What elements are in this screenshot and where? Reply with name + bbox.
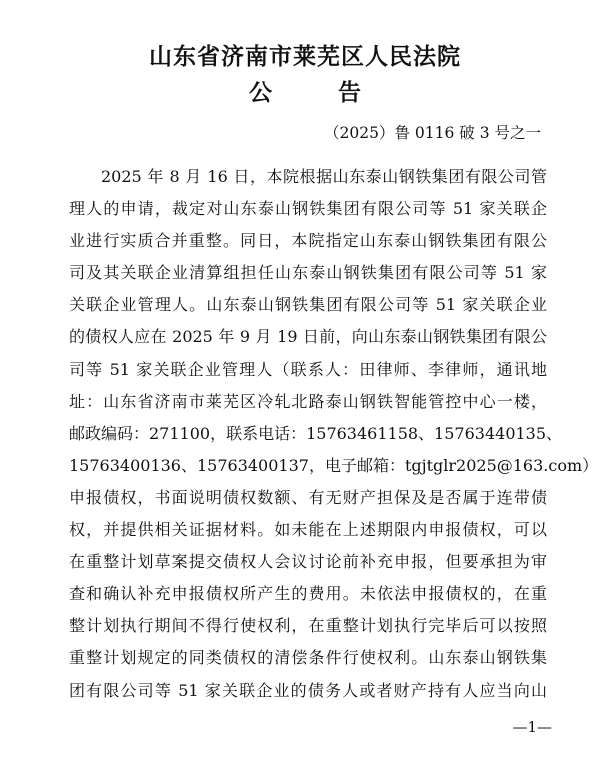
body-line: 15763400136、15763400137，电子邮箱：tgjtglr2025@163.com） [69, 455, 599, 475]
body-line: 申报债权，书面说明债权数额、有无财产担保及是否属于连带债 [69, 487, 547, 507]
announcement-body [69, 161, 599, 707]
body-line: 查和确认补充申报债权所产生的费用。未依法申报债权的，在重 [69, 584, 547, 604]
body-line: 在重整计划草案提交债权人会议讨论前补充申报，但要承担为审 [69, 552, 547, 572]
body-line: 重整计划规定的同类债权的清偿条件行使权利。山东泰山钢铁集 [69, 648, 547, 668]
body-line: 关联企业管理人。山东泰山钢铁集团有限公司等 51 家关联企业 [69, 295, 547, 315]
body-line: 整计划执行期间不得行使权利，在重整计划执行完毕后可以按照 [69, 616, 547, 636]
page-number: —1— [512, 718, 552, 736]
body-line: 权，并提供相关证据材料。如未能在上述期限内申报债权，可以 [69, 520, 547, 540]
body-line: 业进行实质合并重整。同日，本院指定山东泰山钢铁集团有限公 [69, 231, 547, 251]
body-line: 邮政编码：271100，联系电话：15763461158、15763440135、 [69, 423, 563, 443]
body-line: 司等 51 家关联企业管理人（联系人：田律师、李律师，通讯地 [69, 359, 547, 379]
body-line: 理人的申请，裁定对山东泰山钢铁集团有限公司等 51 家关联企 [69, 199, 547, 219]
body-line: 团有限公司等 51 家关联企业的债务人或者财产持有人应当向山 [69, 680, 547, 700]
court-name: 山东省济南市莱芜区人民法院 [149, 43, 461, 70]
body-line: 的债权人应在 2025 年 9 月 19 日前，向山东泰山钢铁集团有限公 [69, 327, 547, 347]
body-line: 2025 年 8 月 16 日，本院根据山东泰山钢铁集团有限公司管 [101, 167, 547, 186]
case-number: （2025）鲁 0116 破 3 号之一 [324, 124, 541, 142]
body-line: 司及其关联企业清算组担任山东泰山钢铁集团有限公司等 51 家 [69, 263, 547, 283]
document-title: 公 告 [248, 79, 361, 106]
body-line: 址：山东省济南市莱芜区冷轧北路泰山钢铁智能管控中心一楼， [69, 391, 547, 411]
